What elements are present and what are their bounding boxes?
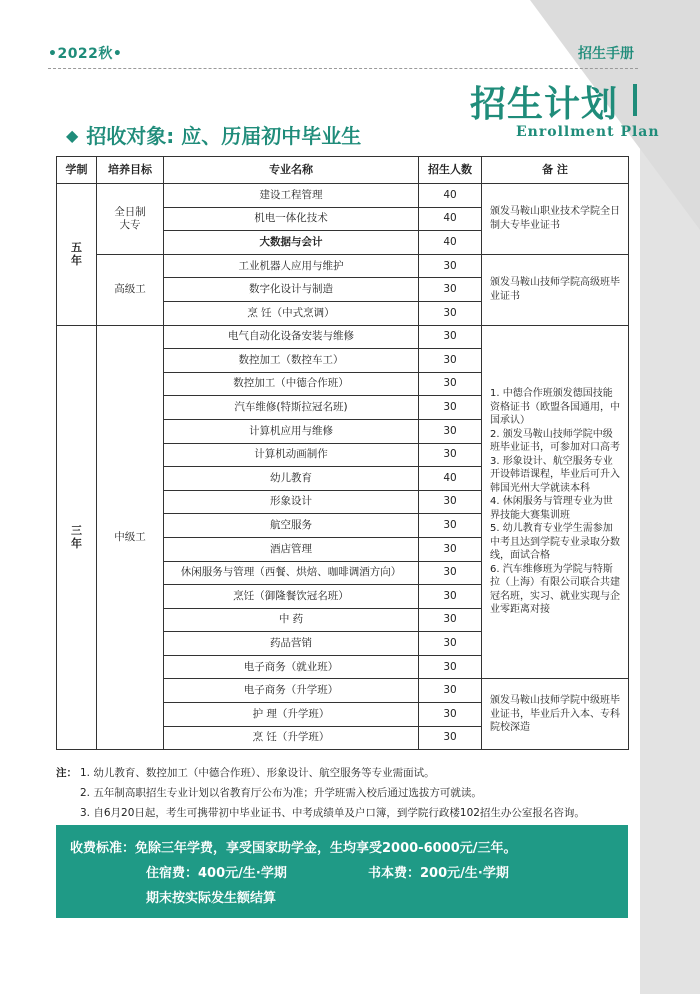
header-divider xyxy=(48,68,638,69)
header-cell: 招生人数 xyxy=(419,157,482,184)
major-name: 数控加工（中德合作班） xyxy=(164,372,419,396)
enrollment-count: 30 xyxy=(419,443,482,467)
enrollment-count: 30 xyxy=(419,490,482,514)
enrollment-count: 30 xyxy=(419,655,482,679)
enrollment-count: 30 xyxy=(419,349,482,373)
major-name: 工业机器人应用与维护 xyxy=(164,254,419,278)
enrollment-count: 30 xyxy=(419,561,482,585)
major-name: 烹饪（御隆餐饮冠名班） xyxy=(164,585,419,609)
enrollment-count: 30 xyxy=(419,254,482,278)
header-season: •2022秋• xyxy=(48,46,123,62)
footnote-item: 2. 五年制高职招生专业计划以省教育厅公布为准；升学班需入校后通过选拔方可就读。 xyxy=(80,787,482,799)
major-name: 计算机动画制作 xyxy=(164,443,419,467)
major-name: 中 药 xyxy=(164,608,419,632)
title-accent-bar xyxy=(633,84,637,116)
fee-standard: 收费标准：免除三年学费，享受国家助学金，生均享受2000-6000元/三年。 xyxy=(70,841,517,856)
section-heading-text: 招收对象: 应、历届初中毕业生 xyxy=(86,124,362,148)
page-subtitle: Enrollment Plan xyxy=(516,124,660,140)
major-name: 电子商务（就业班） xyxy=(164,655,419,679)
fee-settlement-note: 期末按实际发生额结算 xyxy=(146,891,277,906)
major-name: 大数据与会计 xyxy=(164,231,419,255)
major-name: 幼儿教育 xyxy=(164,467,419,491)
enrollment-count: 30 xyxy=(419,679,482,703)
page-title: 招生计划 xyxy=(470,84,619,125)
enrollment-count: 30 xyxy=(419,703,482,727)
table-row xyxy=(57,184,629,208)
enrollment-count: 30 xyxy=(419,419,482,443)
enrollment-count: 40 xyxy=(419,184,482,208)
major-name: 机电一体化技术 xyxy=(164,207,419,231)
major-name: 烹 饪（升学班） xyxy=(164,726,419,750)
major-name: 建设工程管理 xyxy=(164,184,419,208)
remark-cell: 颁发马鞍山技师学院高级班毕业证书 xyxy=(482,254,629,325)
table-header-row xyxy=(57,157,629,184)
enrollment-count: 30 xyxy=(419,585,482,609)
enrollment-count: 30 xyxy=(419,325,482,349)
table-row xyxy=(57,254,629,278)
enrollment-count: 30 xyxy=(419,278,482,302)
footnotes xyxy=(56,763,585,823)
header-cell: 培养目标 xyxy=(97,157,164,184)
xuezhi-cell: 三 年 xyxy=(57,325,97,750)
lodging-fee: 住宿费：400元/生·学期 xyxy=(146,866,287,881)
footnote-item: 3. 自6月20日起，考生可携带初中毕业证书、中考成绩单及户口簿，到学院行政楼102招生办公室报名咨询。 xyxy=(80,807,585,819)
diamond-icon: ◆ xyxy=(66,126,79,145)
remark-cell: 颁发马鞍山职业技术学院全日制大专毕业证书 xyxy=(482,184,629,255)
major-name: 药品营销 xyxy=(164,632,419,656)
enrollment-count: 30 xyxy=(419,514,482,538)
major-name: 汽车维修(特斯拉冠名班) xyxy=(164,396,419,420)
footnote-label: 注： xyxy=(56,767,77,779)
footnote-item: 1. 幼儿教育、数控加工（中德合作班）、形象设计、航空服务等专业需面试。 xyxy=(80,767,435,779)
remark-cell: 1. 中德合作班颁发德国技能资格证书（欧盟各国通用，中国承认） 2. 颁发马鞍山技师学院中级班毕业证书，可参加对口高考 3. 形象设计、航空服务专业开设韩语课程，毕业后可升入韩国光州大学就读本科 4. 休闲服务与管理专业为世界技能大赛集训班 5. 幼儿教育专业学生需参加中考且达到学院专业录取分数线，面试合格 6. 汽车维修班为学院与特斯拉（上海）有限公司联合共建冠名班，实习、就业实现与企业零距离对接 xyxy=(482,325,629,679)
book-fee: 书本费：200元/生·学期 xyxy=(368,866,509,881)
enrollment-count: 30 xyxy=(419,396,482,420)
major-name: 酒店管理 xyxy=(164,537,419,561)
header-cell: 专业名称 xyxy=(164,157,419,184)
major-name: 护 理（升学班） xyxy=(164,703,419,727)
fee-panel xyxy=(56,825,628,918)
major-name: 航空服务 xyxy=(164,514,419,538)
enrollment-count: 40 xyxy=(419,467,482,491)
major-name: 烹 饪（中式烹调） xyxy=(164,301,419,325)
table-row xyxy=(57,325,629,349)
enrollment-count: 30 xyxy=(419,537,482,561)
enrollment-count: 30 xyxy=(419,726,482,750)
enrollment-table xyxy=(56,156,629,750)
section-heading xyxy=(66,120,361,149)
major-name: 形象设计 xyxy=(164,490,419,514)
enrollment-count: 30 xyxy=(419,632,482,656)
target-cell: 全日制 大专 xyxy=(97,184,164,255)
major-name: 电气自动化设备安装与维修 xyxy=(164,325,419,349)
target-cell: 高级工 xyxy=(97,254,164,325)
header-cell: 备 注 xyxy=(482,157,629,184)
remark-cell: 颁发马鞍山技师学院中级班毕业证书，毕业后升入本、专科院校深造 xyxy=(482,679,629,750)
enrollment-count: 30 xyxy=(419,608,482,632)
enrollment-count: 30 xyxy=(419,372,482,396)
xuezhi-cell: 五 年 xyxy=(57,184,97,326)
enrollment-count: 40 xyxy=(419,231,482,255)
major-name: 休闲服务与管理（西餐、烘焙、咖啡调酒方向） xyxy=(164,561,419,585)
enrollment-count: 40 xyxy=(419,207,482,231)
header-book-title: 招生手册 xyxy=(578,46,634,62)
major-name: 计算机应用与维修 xyxy=(164,419,419,443)
major-name: 数控加工（数控车工） xyxy=(164,349,419,373)
major-name: 电子商务（升学班） xyxy=(164,679,419,703)
target-cell: 中级工 xyxy=(97,325,164,750)
header-cell: 学制 xyxy=(57,157,97,184)
major-name: 数字化设计与制造 xyxy=(164,278,419,302)
enrollment-count: 30 xyxy=(419,301,482,325)
